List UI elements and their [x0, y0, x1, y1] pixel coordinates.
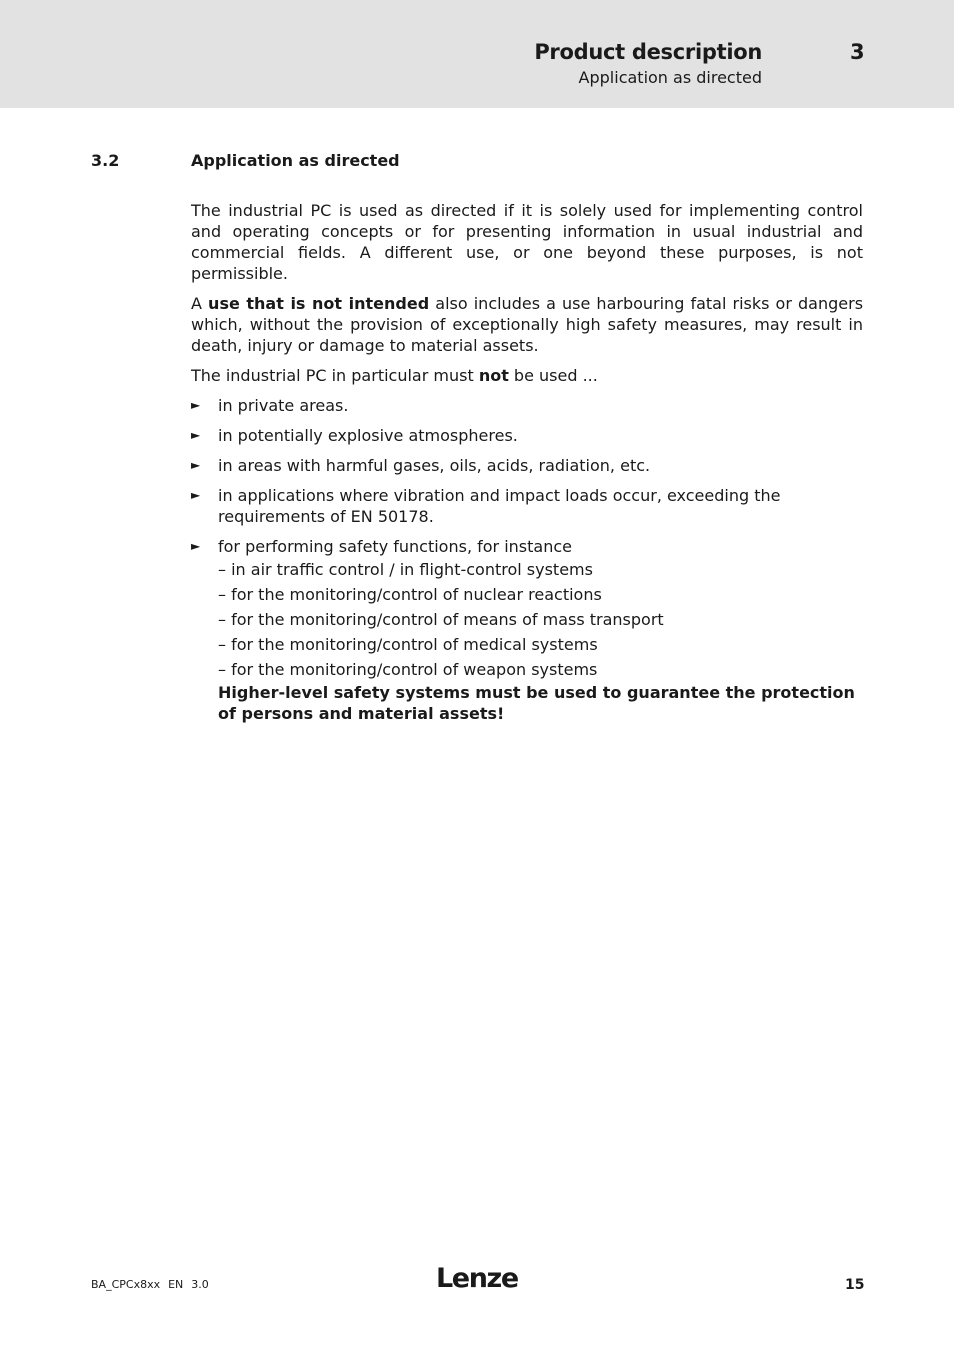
list-item: [191, 425, 863, 446]
document-id: [91, 1278, 217, 1291]
sub-list-item: – in air traffic control / in flight-control systems: [218, 560, 593, 579]
sub-list-item: – for the monitoring/control of weapon systems: [218, 660, 598, 679]
list-item-text: in potentially explosive atmospheres.: [218, 426, 518, 445]
list-item: [191, 536, 863, 724]
paragraph-must-not: [191, 365, 863, 386]
chapter-title: Product description: [534, 40, 762, 64]
body-text: [191, 200, 863, 733]
chapter-number: 3: [850, 40, 865, 64]
text-run: also includes a use harbouring fatal risks or dangers which, without the provision of exceptionally high safety measures, may result in death, injury or damage to material assets.: [191, 294, 864, 355]
doc-language: EN: [168, 1278, 184, 1291]
paragraph-intended-use: The industrial PC is used as directed if it is solely used for implementing control and operating concepts or for presenting information in usual industrial and commercial fields. A different use, or one beyond these purposes, is not permissible.: [191, 201, 863, 283]
list-item-text: for performing safety functions, for instance: [218, 537, 572, 556]
sub-list-item: – for the monitoring/control of medical systems: [218, 635, 598, 654]
page-header: [0, 0, 954, 108]
list-item-text: in areas with harmful gases, oils, acids, radiation, etc.: [218, 456, 651, 475]
text-run: A: [191, 294, 209, 313]
bold-text: not: [478, 366, 509, 385]
list-item: [191, 485, 863, 527]
list-item: [191, 395, 863, 416]
bold-text: use that is not intended: [208, 294, 430, 313]
triangle-bullet-icon: ►: [191, 458, 201, 472]
list-item: [191, 455, 863, 476]
list-item-text: in applications where vibration and impact loads occur, exceeding the requirements of EN 50178.: [218, 486, 781, 526]
section-number: 3.2: [91, 151, 120, 170]
triangle-bullet-icon: ►: [191, 398, 201, 412]
doc-code: BA_CPCx8xx: [91, 1278, 161, 1291]
triangle-bullet-icon: ►: [191, 488, 201, 502]
sub-list-item: – for the monitoring/control of nuclear reactions: [218, 585, 602, 604]
triangle-bullet-icon: ►: [191, 428, 201, 442]
text-run: be used ...: [508, 366, 598, 385]
doc-version: 3.0: [191, 1278, 209, 1291]
list-item-text: in private areas.: [218, 396, 349, 415]
triangle-bullet-icon: ►: [191, 539, 201, 553]
sub-list-item: – for the monitoring/control of means of mass transport: [218, 610, 664, 629]
text-run: The industrial PC in particular must: [191, 366, 479, 385]
page-number: 15: [845, 1277, 865, 1293]
restrictions-list: [191, 395, 863, 724]
paragraph-not-intended: [191, 293, 863, 356]
chapter-subtitle: Application as directed: [578, 68, 762, 87]
safety-warning: Higher-level safety systems must be used to guarantee the protection of persons and material assets!: [218, 683, 855, 723]
lenze-logo: Lenze: [436, 1263, 518, 1294]
section-title: Application as directed: [191, 151, 400, 170]
